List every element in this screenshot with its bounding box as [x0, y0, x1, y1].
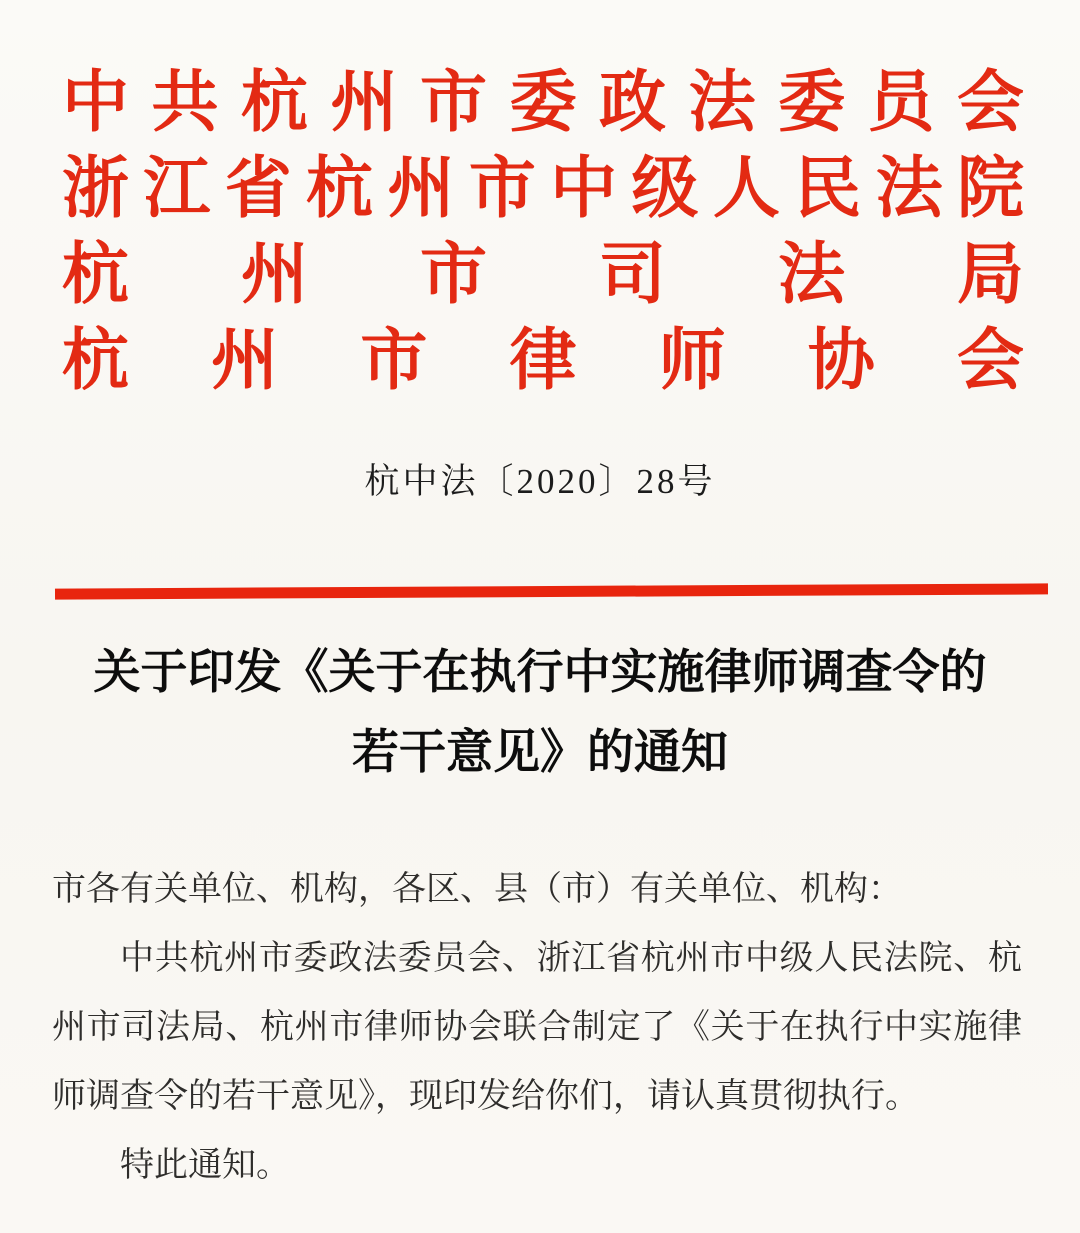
document-number: 杭中法〔2020〕28号 [364, 462, 716, 501]
letterhead-org-3: 杭州市司法局 [62, 238, 1024, 312]
letterhead-org-2: 浙江省杭州市中级人民法院 [62, 152, 1024, 226]
closing-line: 特此通知。 [120, 1147, 290, 1184]
body-paragraph: 中共杭州市委政法委员会、浙江省杭州市中级人民法院、杭州市司法局、杭州市律师协会联合制定了《关于在执行中实施律师调查令的若干意见》，现印发给你们，请认真贯彻执行。 [52, 940, 1022, 1115]
document-title-line-2: 若干意见》的通知 [352, 727, 728, 779]
document-title-line-1: 关于印发《关于在执行中实施律师调查令的 [93, 647, 987, 699]
red-divider-line [55, 583, 1048, 599]
letterhead-org-1: 中共杭州市委政法委员会 [62, 66, 1024, 140]
salutation-line: 市各有关单位、机构，各区、县（市）有关单位、机构： [52, 871, 902, 908]
letterhead [0, 0, 1080, 404]
document-body [52, 855, 1022, 1200]
letterhead-org-4: 杭州市律师协会 [62, 324, 1024, 398]
document-title [40, 633, 1040, 793]
